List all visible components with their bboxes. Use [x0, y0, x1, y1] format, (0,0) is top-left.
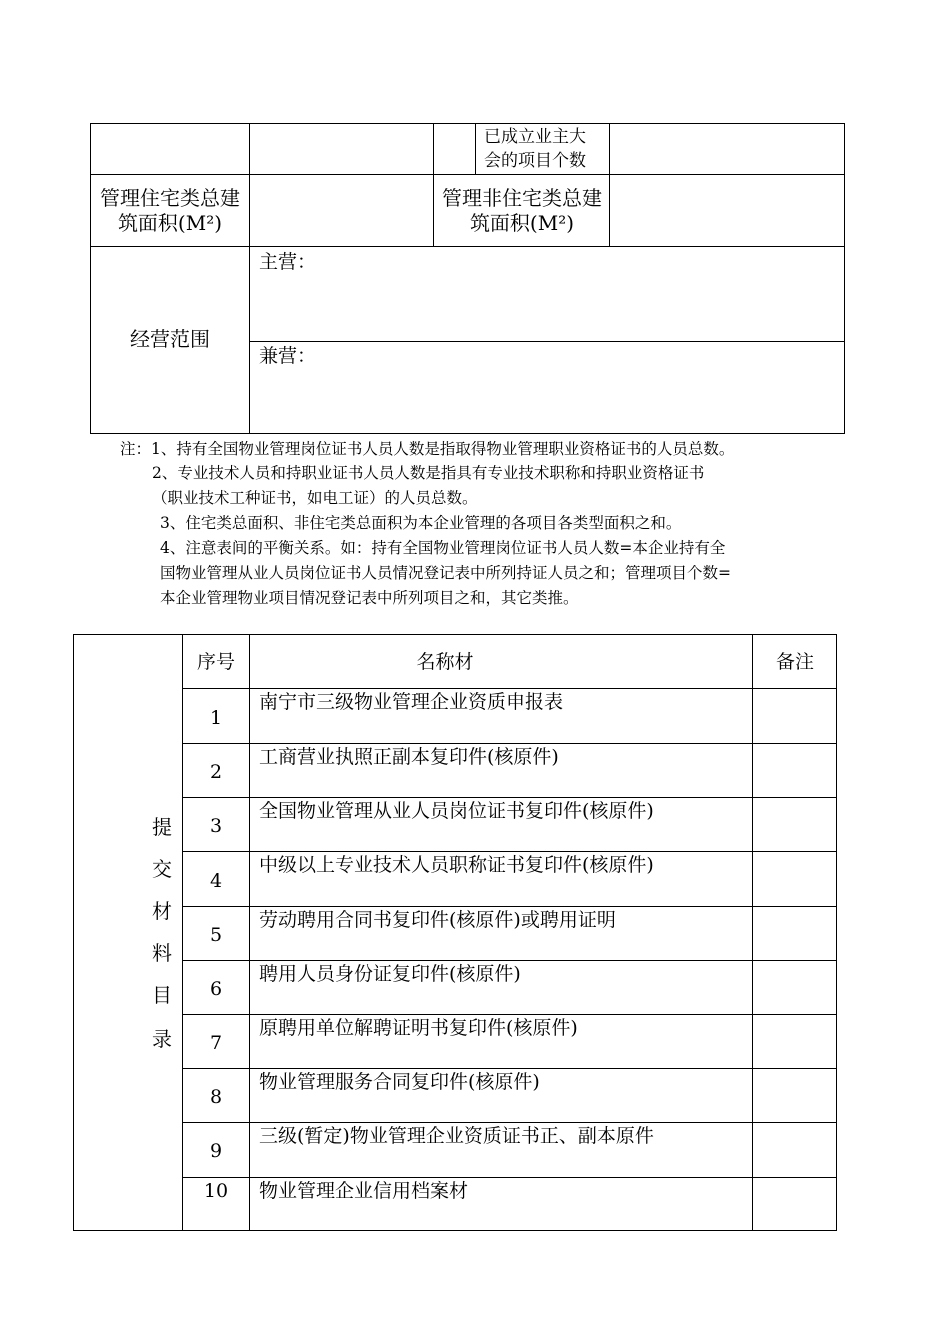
row-number: 10 — [203, 1180, 229, 1202]
info-table-border — [90, 123, 845, 434]
row-number: 3 — [209, 815, 223, 837]
materials-table-vline — [752, 634, 753, 1231]
note-line: （职业技术工种证书，如电工证）的人员总数。 — [152, 489, 478, 507]
note-line: 4、注意表间的平衡关系。如：持有全国物业管理岗位证书人员人数=本企业持有全 — [160, 539, 726, 557]
row-number: 8 — [209, 1086, 223, 1108]
section-label-char: 料 — [152, 941, 172, 965]
row-material-name: 原聘用单位解聘证明书复印件(核原件) — [259, 1017, 578, 1039]
header-remark: 备注 — [775, 651, 814, 673]
materials-table-hline — [182, 1014, 837, 1015]
row-material-name: 全国物业管理从业人员岗位证书复印件(核原件) — [259, 800, 654, 822]
row-material-name: 聘用人员身份证复印件(核原件) — [259, 963, 521, 985]
section-label-char: 目 — [152, 983, 172, 1007]
row-material-name: 中级以上专业技术人员职称证书复印件(核原件) — [259, 854, 654, 876]
row-number: 7 — [209, 1032, 223, 1054]
row-material-name: 物业管理企业信用档案材 — [259, 1180, 469, 1202]
row-number: 2 — [209, 761, 223, 783]
row-material-name: 南宁市三级物业管理企业资质申报表 — [259, 691, 564, 713]
note-line: 2、专业技术人员和持职业证书人员人数是指具有专业技术职称和持职业资格证书 — [152, 464, 705, 482]
owners-assembly-projects-label: 已成立业主大会的项目个数 — [484, 127, 586, 171]
info-table-hline — [90, 174, 845, 175]
row-material-name: 劳动聘用合同书复印件(核原件)或聘用证明 — [259, 909, 616, 931]
materials-table-hline — [182, 743, 837, 744]
info-table-vline — [249, 123, 250, 434]
info-table-hline — [90, 246, 845, 247]
row-number: 9 — [209, 1140, 223, 1162]
row-material-name: 物业管理服务合同复印件(核原件) — [259, 1071, 540, 1093]
section-label-char: 提 — [152, 815, 172, 839]
materials-table-hline — [182, 906, 837, 907]
row-number: 4 — [209, 870, 223, 892]
nonresidential-area-label: 管理非住宅类总建筑面积(M²) — [442, 186, 602, 235]
section-label-char: 交 — [152, 857, 172, 881]
row-material-name: 三级(暂定)物业管理企业资质证书正、副本原件 — [259, 1125, 654, 1147]
materials-table-hline — [182, 1068, 837, 1069]
business-scope-label: 经营范围 — [130, 327, 210, 351]
row-material-name: 工商营业执照正副本复印件(核原件) — [259, 746, 559, 768]
materials-table-hline — [182, 1122, 837, 1123]
materials-table-hline — [182, 797, 837, 798]
materials-table-hline — [182, 1177, 837, 1178]
info-table-vline — [475, 123, 476, 175]
header-no: 序号 — [196, 651, 235, 673]
residential-area-label: 管理住宅类总建筑面积(M²) — [100, 186, 240, 235]
row-number: 1 — [209, 707, 223, 729]
side-business-label: 兼营： — [259, 345, 317, 367]
note-line: 3、住宅类总面积、非住宅类总面积为本企业管理的各项目各类型面积之和。 — [160, 514, 682, 532]
info-table-vline — [433, 123, 434, 247]
note-line: 本企业管理物业项目情况登记表中所列项目之和，其它类推。 — [160, 589, 579, 607]
materials-table-hline — [182, 960, 837, 961]
info-table-hline — [249, 341, 845, 342]
header-name: 名称材 — [416, 651, 474, 673]
section-label-char: 材 — [152, 899, 172, 923]
note-line: 注：1、持有全国物业管理岗位证书人员人数是指取得物业管理职业资格证书的人员总数。 — [120, 440, 735, 458]
main-business-label: 主营： — [259, 251, 317, 273]
row-number: 5 — [209, 924, 223, 946]
materials-table-hline — [182, 688, 837, 689]
row-number: 6 — [209, 978, 223, 1000]
materials-table-hline — [182, 851, 837, 852]
info-table-vline — [609, 123, 610, 247]
section-label-char: 录 — [152, 1027, 172, 1051]
materials-table-vline — [249, 634, 250, 1231]
note-line: 国物业管理从业人员岗位证书人员情况登记表中所列持证人员之和；管理项目个数= — [160, 564, 731, 582]
